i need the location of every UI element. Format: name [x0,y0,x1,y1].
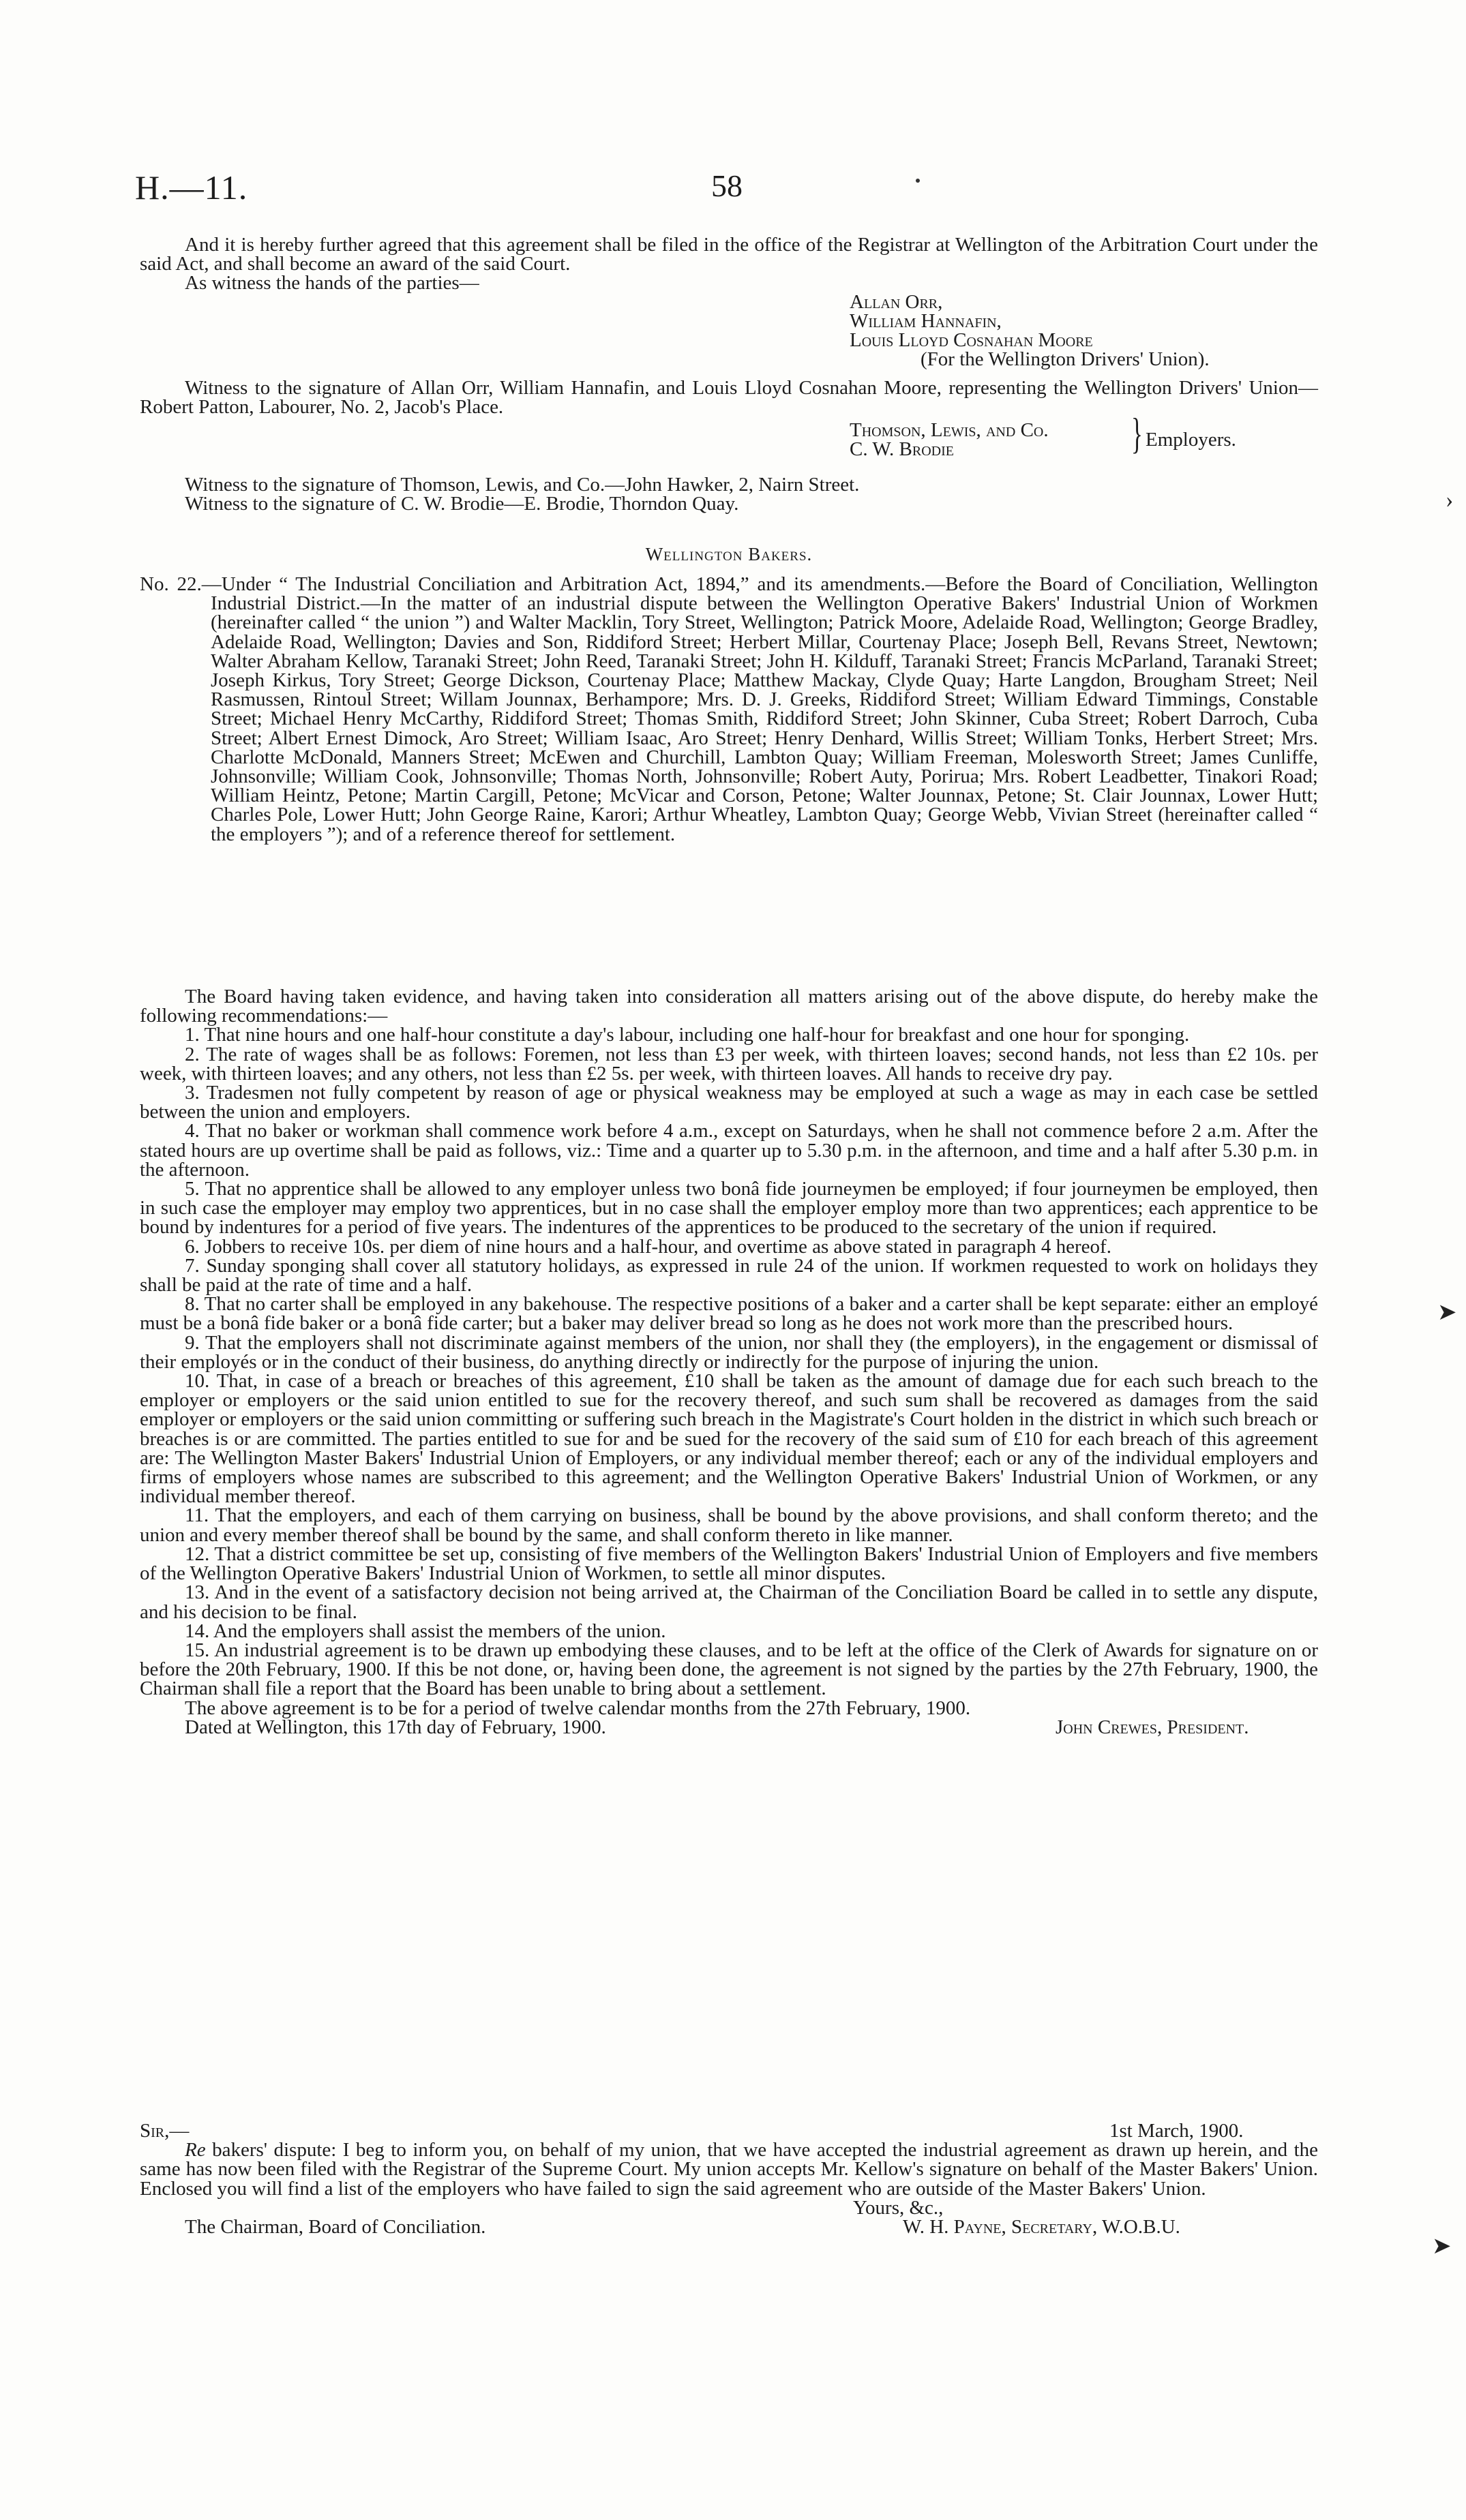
clause-3: 3. Tradesmen not fully competent by reason of age or physical weakness may be employed at such a wage as may in each case be settled between the union and employers. [140,1082,1318,1123]
clause-9: 9. That the employers shall not discriminate against members of the union, nor shall they (the employers), in the engagement or dismissal of their employés or in the conduct of their business, do anything directly or indirectly for the purpose of injuring the union. [140,1331,1318,1373]
brace-symbol: } [1131,409,1143,457]
clause-15: 15. An industrial agreement is to be drawn up embodying these clauses, and to be left at the office of the Clerk of Awards for signature on or before the 20th February, 1900. If this be not done, or, having been done, the agreement is not signed by the parties by the 27th February, 1900, the Chairman shall file a report that the Board has been unable to bring about a settlement. [140,1639,1318,1700]
signatory-affiliation: (For the Wellington Drivers' Union). [921,348,1210,370]
agreement-filing-paragraph [140,235,1318,293]
witness-hands-line: As witness the hands of the parties— [185,272,479,294]
clause-6: 6. Jobbers to receive 10s. per diem of nine hours and a half-hour, and overtime as above stated in paragraph 4 hereof. [185,1235,1111,1258]
signatory-name: William Hannafin, [850,310,1002,333]
dated-line [140,1718,1318,1737]
recommendations [140,987,1318,1737]
clause-1: 1. That nine hours and one half-hour constitute a day's labour, including one half-hour for breakfast and one hour for sponging. [185,1024,1190,1046]
letter-closing: Yours, &c., [853,2196,944,2219]
case-paragraph [140,575,1318,844]
letter [140,2121,1318,2236]
employer-signatures [850,421,1049,459]
letter-header [140,2121,1318,2140]
margin-mark: ➤ [1437,1300,1457,1325]
clause-5: 5. That no apprentice shall be allowed to any employer unless two bonâ fide journeymen be employed; if four journeymen be employed, then in such case the employer may employ two apprentices, but in no case shall the employer employ more than two apprentices; each apprentice to be bound by indentures for a period of five years. The indentures of the apprentices to be produced to the secretary of the union if required. [140,1178,1318,1239]
margin-mark: ➤ [1432,2234,1452,2259]
margin-mark: › [1446,487,1454,513]
signatory-name: Louis Lloyd Cosnahan Moore [850,329,1093,352]
filing-text: And it is hereby further agreed that this agreement shall be filed in the office of the Registrar at Wellington of the Arbitration Court under the said Act, and shall become an award of the said Court. [140,234,1318,275]
case-text [140,575,1318,844]
clause-13: 13. And in the event of a satisfactory decision not being arrived at, the Chairman of the Conciliation Board be called in to settle any dispute, and his decision to be final. [140,1581,1318,1623]
employer-signature: C. W. Brodie [850,438,954,461]
letter-body [140,2140,1318,2198]
letter-signature: W. H. Payne, Secretary, W.O.B.U. [903,2216,1180,2238]
letter-addressee: The Chairman, Board of Conciliation. [185,2216,486,2238]
preamble: The Board having taken evidence, and having taken into consideration all matters arising out of the above dispute, do hereby make the following recommendations:— [140,986,1318,1027]
letter-date: 1st March, 1900. [1109,2120,1244,2142]
section-heading: Wellington Bakers. [645,544,813,564]
case-number: No. 22. [140,573,202,595]
clause-12: 12. That a district committee be set up, consisting of five members of the Wellington Bakers' Industrial Union of Employers and five members of the Wellington Operative Bakers' Industrial Union of Workmen, to settle all minor disputes. [140,1543,1318,1585]
union-witness-text: Witness to the signature of Allan Orr, William Hannafin, and Louis Lloyd Cosnahan Moore, representing the Wellington Drivers' Union—Robert Patton, Labourer, No. 2, Jacob's Place. [140,377,1318,419]
clause-7: 7. Sunday sponging shall cover all statutory holidays, as expressed in rule 24 of the union. If workmen requested to work on holidays they shall be paid at the rate of time and a half. [140,1254,1318,1296]
letter-body-text: bakers' dispute: I beg to inform you, on behalf of my union, that we have accepted the industrial agreement as drawn up herein, and the same has now been filed with the Registrar of the Supreme Court. My union accepts Mr. Kellow's signature on behalf of the Master Bakers' Union. Enclosed you will find a list of the employers who have failed to sign the said agreement who are outside of the Master Bakers' Union. [140,2139,1318,2200]
employer-signature: Thomson, Lewis, and Co. [850,419,1049,441]
clause-8: 8. That no carter shall be employed in any bakehouse. The respective positions of a baker and a carter shall be kept separate: either an employé must be a bonâ fide baker or a bonâ fide carter; but a baker may deliver bread so long as he does not work more than the prescribed hours. [140,1293,1318,1335]
clause-2: 2. The rate of wages shall be as follows: Foremen, not less than £3 per week, with thirteen loaves; second hands, not less than £2 10s. per week, with thirteen loaves; and any others, not less than £2 5s. per week, with thirteen loaves. All hands to receive dry pay. [140,1043,1318,1084]
dated-text: Dated at Wellington, this 17th day of February, 1900. [185,1716,606,1738]
president-signature: John Crewes, President. [1056,1716,1249,1738]
clause-10: 10. That, in case of a breach or breaches of this agreement, £10 shall be taken as the amount of damage due for each such breach to the employer or employers or the said union entitled to sue for the recovery thereof, and such sum shall be recovered as damages from the said employer or employers or the said union committing or suffering such breach in the Magistrate's Court holden in the district in which such breach or breaches is or are committed. The parties entitled to sue for and be sued for the recovery of the said sum of £10 for each breach of this agreement are: The Wellington Master Bakers' Industrial Union of Employers, or any individual member thereof; each or any of the individual employers and firms of employers whose names are subscribed to this agreement; and the Wellington Operative Bakers' Industrial Union of Workmen, or any individual member thereof. [140,1370,1318,1508]
union-signatories [850,292,1093,350]
clause-14: 14. And the employers shall assist the members of the union. [185,1620,666,1642]
witness-thomson-line: Witness to the signature of Thomson, Lewis, and Co.—John Hawker, 2, Nairn Street. [185,474,860,496]
agreement-period: The above agreement is to be for a period of twelve calendar months from the 27th February, 1900. [185,1697,971,1719]
letter-salutation: Sir,— [140,2120,190,2142]
employers-label: Employers. [1146,429,1236,451]
letter-footer [140,2217,1318,2236]
clause-11: 11. That the employers, and each of them carrying on business, shall be bound by the above provisions, and shall conform thereto; and the union and every member thereof shall be bound by the same, and shall conform thereto in like manner. [140,1504,1318,1546]
signatory-name: Allan Orr, [850,291,943,313]
document-reference: H.—11. [135,168,248,207]
stray-dot-mark [916,179,920,183]
re-label: Re [185,2139,206,2161]
employer-witness-lines [140,475,1318,513]
witness-brodie-line: Witness to the signature of C. W. Brodie—E. Brodie, Thorndon Quay. [185,493,739,515]
case-body: —Under “ The Industrial Conciliation and Arbitration Act, 1894,” and its amendments.—Before the Board of Conciliation, Wellington Industrial District.—In the matter of an industrial dispute between the Wellington Operative Bakers' Industrial Union of Workmen (hereinafter called “ the union ”) and Walter Macklin, Tory Street, Wellington; Patrick Moore, Adelaide Road, Wellington; George Bradley, Adelaide Road, Wellington; Davies and Son, Riddiford Street; Herbert Millar, Courtenay Place; Joseph Bell, Revans Street, Newtown; Walter Abraham Kellow, Taranaki Street; John Reed, Taranaki Street; John H. Kilduff, Taranaki Street; Francis McParland, Taranaki Street; Joseph Kirkus, Tory Street; George Dickson, Courtenay Place; Matthew Mackay, Clyde Quay; Harte Langdon, Brougham Street; Neil Rasmussen, Rintoul Street; Willam Jounnax, Berhampore; Mrs. D. J. Greeks, Riddiford Street; William Edward Timmings, Constable Street; Michael Henry McCarthy, Riddiford Street; Thomas Smith, Riddiford Street; John Skinner, Cuba Street; Robert Darroch, Cuba Street; Albert Ernest Dimock, Aro Street; William Isaac, Aro Street; Henry Denhard, Willis Street; William Tonks, Herbert Street; Mrs. Charlotte McDonald, Manners Street; McEwen and Churchill, Lambton Quay; William Freeman, Molesworth Street; James Cunliffe, Johnsonville; William Cook, Johnsonville; Thomas North, Johnsonville; Robert Auty, Porirua; Mrs. Robert Leadbetter, Tinakori Road; William Heintz, Petone; Martin Cargill, Petone; McVicar and Corson, Petone; Walter Jounnax, Petone; St. Clair Jounnax, Lower Hutt; Charles Pole, Lower Hutt; John George Raine, Karori; Arthur Wheatley, Lambton Quay; George Webb, Vivian Street (hereinafter called “ the employers ”); and of a reference thereof for settlement. [201,573,1318,845]
page-number: 58 [711,168,743,203]
clause-4: 4. That no baker or workman shall commence work before 4 a.m., except on Saturdays, when he shall not commence before 2 a.m. After the stated hours are up overtime shall be paid as follows, viz.: Time and a quarter up to 5.30 p.m. in the afternoon, and time and a half after 5.30 p.m. in the afternoon. [140,1120,1318,1181]
